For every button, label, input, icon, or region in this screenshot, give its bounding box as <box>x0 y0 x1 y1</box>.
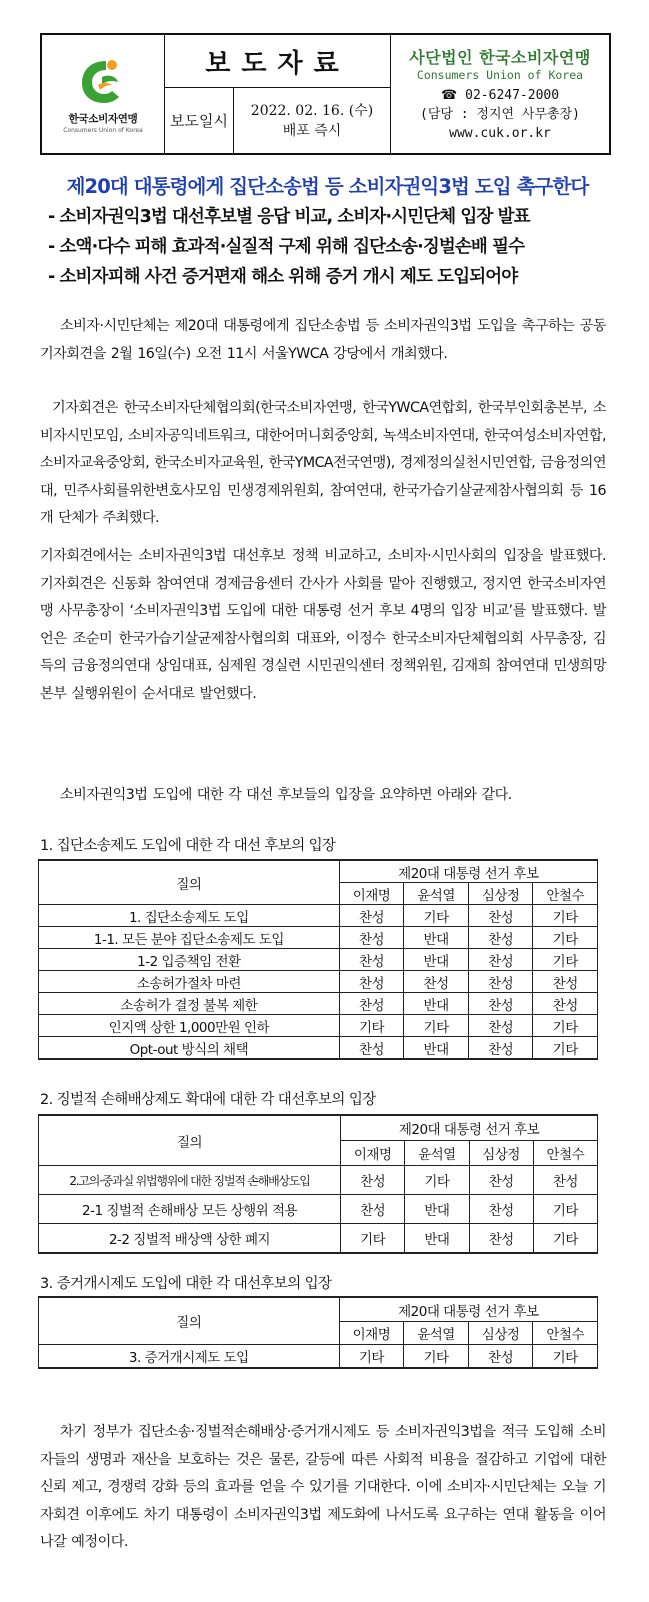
answer-cell: 찬성 <box>404 971 469 993</box>
question-cell: 3. 증거개시제도 도입 <box>39 1345 340 1369</box>
org-name-en: Consumers Union of Korea <box>416 68 584 82</box>
question-header: 질의 <box>39 860 340 905</box>
question-cell: 1-2 입증책임 전환 <box>39 949 340 971</box>
answer-cell: 기타 <box>533 949 598 971</box>
answer-cell: 기타 <box>533 905 598 927</box>
date-value: 2022. 02. 16. (수) <box>250 102 374 119</box>
answer-cell: 찬성 <box>468 949 533 971</box>
answer-cell: 찬성 <box>468 1015 533 1037</box>
org-contact: (담당 : 정지연 사무총장) <box>420 107 580 122</box>
org-website[interactable]: www.cuk.or.kr <box>449 126 551 141</box>
answer-cell: 찬성 <box>341 1195 405 1224</box>
table-header-row <box>39 860 598 883</box>
table-row <box>39 1037 598 1060</box>
logo-name: 한국소비자연맹 <box>68 112 138 125</box>
answer-cell: 반대 <box>404 993 469 1015</box>
candidate-name: 안철수 <box>533 1141 597 1166</box>
candidate-name: 심상정 <box>468 883 533 905</box>
table1-title: 1. 집단소송제도 도입에 대한 각 대선 후보의 입장 <box>40 838 336 854</box>
answer-cell: 찬성 <box>533 993 598 1015</box>
answer-cell: 찬성 <box>341 1166 405 1195</box>
answer-cell: 기타 <box>339 1345 404 1369</box>
question-cell: 인지액 상한 1,000만원 인하 <box>39 1015 340 1037</box>
question-cell: 2-2 징벌적 배상액 상한 폐지 <box>39 1224 341 1254</box>
paragraph-1: 소비자·시민단체는 제20대 대통령에게 집단소송법 등 소비자권익3법 도입을 촉구하는 공동기자회견을 2월 16일(수) 오전 11시 서울YWCA 강당에서 개최했다. <box>40 318 606 362</box>
paragraph-2: 기자회견은 한국소비자단체협의회(한국소비자연맹, 한국YWCA연합회, 한국부인회총본부, 소비자시민모임, 소비자공익네트워크, 대한어머니회중앙회, 녹색소비자연대, 한국여성소비자연합, 소비자교육중앙회, 한국소비자교육원, 한국YMCA전국연맹), 경제정의실천시민연합, 금융정의연대, 민주사회를위한변호사모임 민생경제위원회, 참여연대, 한국가습기살균제참사협의회 등 16개 단체가 주최했다. <box>40 400 606 526</box>
headline-sub-3: - 소비자피해 사건 증거편재 해소 위해 증거 개시 제도 도입되어야 <box>48 267 518 287</box>
answer-cell: 찬성 <box>469 1224 533 1254</box>
answer-cell: 기타 <box>533 927 598 949</box>
answer-cell: 찬성 <box>469 1166 533 1195</box>
logo-name-en: Consumers Union of Korea <box>63 126 143 134</box>
answer-cell: 찬성 <box>469 1195 533 1224</box>
org-block <box>391 35 609 153</box>
page-title: 보도자료 <box>165 35 390 88</box>
paragraph-3: 기자회견에서는 소비자권익3법 대선후보 정책 비교하고, 소비자·시민사회의 입장을 발표했다. 기자회견은 신동화 참여연대 경제금융센터 간사가 사회를 맡아 진행했고, 정지연 한국소비자연맹 사무총장이 ‘소비자권익3법 도입에 대한 대통령 선거 후보 4명의 입장 비교’를 발표했다. 발언은 조순미 한국가습기살균제참사협의회 대표와, 이정수 한국소비자단체협의회 사무총장, 김득의 금융정의연대 상임대표, 심제원 경실련 시민권익센터 정책위원, 김재희 참여연대 민생희망본부 실행위원이 순서대로 발언했다. <box>40 548 606 702</box>
answer-cell: 찬성 <box>468 993 533 1015</box>
question-cell: 1-1. 모든 분야 집단소송제도 도입 <box>39 927 340 949</box>
answer-cell: 기타 <box>341 1224 405 1254</box>
question-cell: 소송허가절차 마련 <box>39 971 340 993</box>
candidate-name: 윤석열 <box>404 883 469 905</box>
answer-cell: 찬성 <box>339 1037 404 1060</box>
question-header: 질의 <box>39 1115 341 1166</box>
phone-number: 02-6247-2000 <box>465 88 560 103</box>
paragraph-4: 소비자권익3법 도입에 대한 각 대선 후보들의 입장을 요약하면 아래와 같다. <box>60 787 512 803</box>
answer-cell: 찬성 <box>339 971 404 993</box>
answer-cell: 기타 <box>533 1037 598 1060</box>
question-header: 질의 <box>39 1297 340 1345</box>
org-phone <box>441 86 559 105</box>
table-row <box>39 905 598 927</box>
table-header-row <box>39 1115 598 1141</box>
answer-cell: 기타 <box>404 905 469 927</box>
table-2 <box>38 1114 598 1254</box>
question-cell: 2.고의·중과실 위법행위에 대한 징벌적 손해배상도입 <box>39 1166 341 1195</box>
date-label: 보도일시 <box>165 88 234 153</box>
date-note: 배포 즉시 <box>282 122 342 139</box>
answer-cell: 찬성 <box>533 971 598 993</box>
candidate-name: 윤석열 <box>404 1322 469 1345</box>
table-row <box>39 1224 598 1254</box>
answer-cell: 반대 <box>404 1037 469 1060</box>
date-row <box>165 88 390 153</box>
answer-cell: 기타 <box>533 1224 597 1254</box>
table-1 <box>38 859 598 1060</box>
table-row <box>39 949 598 971</box>
answer-cell: 반대 <box>404 927 469 949</box>
candidate-name: 심상정 <box>468 1322 533 1345</box>
answer-cell: 기타 <box>404 1015 469 1037</box>
answer-cell: 찬성 <box>339 993 404 1015</box>
logo-block <box>42 35 165 153</box>
press-release-header <box>40 33 611 155</box>
table-row <box>39 1015 598 1037</box>
answer-cell: 기타 <box>533 1345 598 1369</box>
candidate-group-header: 제20대 대통령 선거 후보 <box>341 1115 598 1141</box>
answer-cell: 반대 <box>405 1195 469 1224</box>
candidate-group-header: 제20대 대통령 선거 후보 <box>339 860 597 883</box>
candidate-name: 이재명 <box>339 1322 404 1345</box>
cuk-logo-icon <box>72 55 134 107</box>
table-row <box>39 1166 598 1195</box>
telephone-icon: ☎ <box>440 88 458 103</box>
candidate-name: 안철수 <box>533 1322 598 1345</box>
title-block <box>165 35 391 153</box>
answer-cell: 찬성 <box>468 971 533 993</box>
table-3 <box>38 1296 598 1369</box>
answer-cell: 찬성 <box>468 927 533 949</box>
question-cell: 2-1 징벌적 손해배상 모든 상행위 적용 <box>39 1195 341 1224</box>
org-name: 사단법인 한국소비자연맹 <box>409 48 591 67</box>
paragraph-5: 차기 정부가 집단소송·징벌적손해배상·증거개시제도 등 소비자권익3법을 적극 도입해 소비자들의 생명과 재산을 보호하는 것은 물론, 갈등에 따른 사회적 비용을 절감하고 기업에 대한 신뢰 제고, 경쟁력 강화 등의 효과를 얻을 수 있기를 기대한다. 이에 소비자·시민단체는 오늘 기자회견 이후에도 차기 대통령이 소비자권익3법 제도화에 나서도록 요구하는 연대 활동을 이어나갈 예정이다. <box>40 1424 606 1550</box>
headline-block <box>40 172 615 292</box>
table-row <box>39 1195 598 1224</box>
candidate-group-header: 제20대 대통령 선거 후보 <box>339 1297 597 1322</box>
question-cell: 1. 집단소송제도 도입 <box>39 905 340 927</box>
question-cell: Opt-out 방식의 채택 <box>39 1037 340 1060</box>
answer-cell: 찬성 <box>339 905 404 927</box>
answer-cell: 기타 <box>404 1345 469 1369</box>
headline-sub-1: - 소비자권익3법 대선후보별 응답 비교, 소비자·시민단체 입장 발표 <box>48 207 530 227</box>
table3-title: 3. 증거개시제도 도입에 대한 각 대선후보의 입장 <box>40 1276 332 1292</box>
answer-cell: 기타 <box>533 1015 598 1037</box>
candidate-name: 안철수 <box>533 883 598 905</box>
answer-cell: 찬성 <box>468 905 533 927</box>
answer-cell: 찬성 <box>339 927 404 949</box>
answer-cell: 반대 <box>404 949 469 971</box>
question-cell: 소송허가 결정 불복 제한 <box>39 993 340 1015</box>
candidate-name: 심상정 <box>469 1141 533 1166</box>
candidate-name: 이재명 <box>339 883 404 905</box>
answer-cell: 반대 <box>405 1224 469 1254</box>
answer-cell: 찬성 <box>339 949 404 971</box>
answer-cell: 찬성 <box>533 1166 597 1195</box>
answer-cell: 찬성 <box>468 1345 533 1369</box>
table-row <box>39 927 598 949</box>
answer-cell: 기타 <box>405 1166 469 1195</box>
table-row <box>39 971 598 993</box>
headline-sub-2: - 소액·다수 피해 효과적·실질적 구제 위해 집단소송·징벌손배 필수 <box>48 237 525 257</box>
table-row <box>39 1345 598 1369</box>
candidate-name: 윤석열 <box>405 1141 469 1166</box>
answer-cell: 기타 <box>533 1195 597 1224</box>
table-header-row <box>39 1297 598 1322</box>
table2-title: 2. 징벌적 손해배상제도 확대에 대한 각 대선후보의 입장 <box>40 1092 376 1108</box>
answer-cell: 기타 <box>339 1015 404 1037</box>
candidate-name: 이재명 <box>341 1141 405 1166</box>
answer-cell: 찬성 <box>468 1037 533 1060</box>
date-value-cell <box>234 88 390 153</box>
headline-main: 제20대 대통령에게 집단소송법 등 소비자권익3법 도입 촉구한다 <box>66 175 589 198</box>
table-row <box>39 993 598 1015</box>
